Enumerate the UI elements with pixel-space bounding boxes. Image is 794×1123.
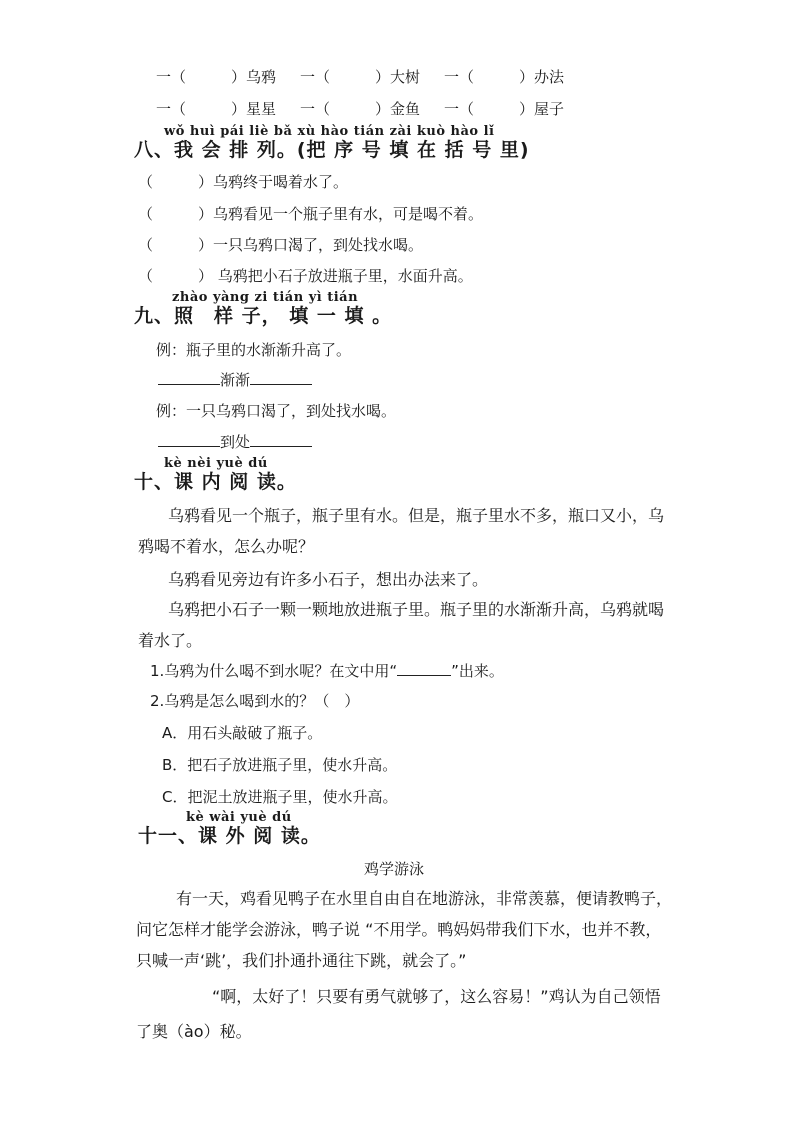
option-a: A．用石头敲破了瓶子。 (162, 724, 323, 742)
story-text-line: 有一天，鸡看见鸭子在水里自由自在地游泳，非常羡慕，便请教鸭子， (176, 889, 673, 908)
section-heading: 九、照 样 子， 填 一 填 。 (134, 305, 393, 327)
section-pinyin: kè wài yuè dú (186, 810, 292, 825)
question-1 (150, 660, 504, 681)
fill-in-line (158, 369, 312, 390)
section-heading: 八、我 会 排 列。(把 序 号 填 在 括 号 里) (134, 139, 530, 161)
story-text-line: 只喊一声‘跳’，我们扑通扑通往下跳，就会了。” (136, 951, 467, 970)
blank-after[interactable] (250, 370, 312, 385)
question-text: 1.乌鸦为什么喝不到水呢？在文中用“ (150, 662, 398, 680)
section-heading: 十、课 内 阅 读。 (134, 471, 297, 493)
section-pinyin: wǒ huì pái liè bǎ xù hào tián zài kuò hào lǐ (164, 124, 495, 139)
reading-text-line: 着水了。 (138, 631, 203, 650)
ordering-item: （ ）乌鸦终于喝着水了。 (138, 173, 349, 191)
fill-keyword: 到处 (220, 433, 251, 451)
section-heading: 十一、课 外 阅 读。 (138, 825, 321, 847)
story-title: 鸡学游泳 (364, 860, 425, 878)
example-sentence: 例：一只乌鸦口渴了，到处找水喝。 (156, 402, 397, 420)
reading-text-line: 乌鸦看见一个瓶子，瓶子里有水。但是，瓶子里水不多，瓶口又小，乌 (168, 506, 665, 525)
section-pinyin: kè nèi yuè dú (164, 456, 268, 471)
section-pinyin: zhào yàng zi tián yì tián (172, 290, 359, 305)
question-2: 2.乌鸦是怎么喝到水的？（ ） (150, 692, 360, 710)
measure-word-item: 一（ ）屋子 (444, 100, 565, 118)
measure-word-item: 一（ ）星星 (156, 100, 277, 118)
story-text-line: 了奥（ào）秘。 (136, 1022, 252, 1041)
reading-text-line: 乌鸦把小石子一颗一颗地放进瓶子里。瓶子里的水渐渐升高，乌鸦就喝 (168, 600, 665, 619)
ordering-item: （ ）一只乌鸦口渴了，到处找水喝。 (138, 236, 424, 254)
question-text: ”出来。 (451, 662, 504, 680)
measure-word-item: 一（ ）办法 (444, 68, 565, 86)
story-text-line: “啊，太好了！只要有勇气就够了，这么容易！”鸡认为自己领悟 (212, 987, 661, 1006)
measure-word-item: 一（ ）金鱼 (300, 100, 421, 118)
ordering-item: （ ） 乌鸦把小石子放进瓶子里，水面升高。 (138, 267, 473, 285)
blank-before[interactable] (158, 432, 220, 447)
fill-keyword: 渐渐 (220, 371, 251, 389)
story-text-line: 问它怎样才能学会游泳，鸭子说 “不用学。鸭妈妈带我们下水，也并不教， (136, 920, 662, 939)
ordering-item: （ ）乌鸦看见一个瓶子里有水，可是喝不着。 (138, 205, 484, 223)
blank-after[interactable] (250, 432, 312, 447)
option-c: C．把泥土放进瓶子里，使水升高。 (162, 788, 398, 806)
blank-before[interactable] (158, 370, 220, 385)
option-b: B．把石子放进瓶子里，使水升高。 (162, 756, 398, 774)
reading-text-line: 乌鸦看见旁边有许多小石子，想出办法来了。 (168, 570, 489, 589)
answer-blank[interactable] (397, 661, 451, 676)
example-sentence: 例：瓶子里的水渐渐升高了。 (156, 341, 352, 359)
fill-in-line (158, 431, 312, 452)
measure-word-item: 一（ ）大树 (300, 68, 421, 86)
reading-text-line: 鸦喝不着水，怎么办呢？ (138, 537, 315, 556)
measure-word-item: 一（ ）乌鸦 (156, 68, 277, 86)
